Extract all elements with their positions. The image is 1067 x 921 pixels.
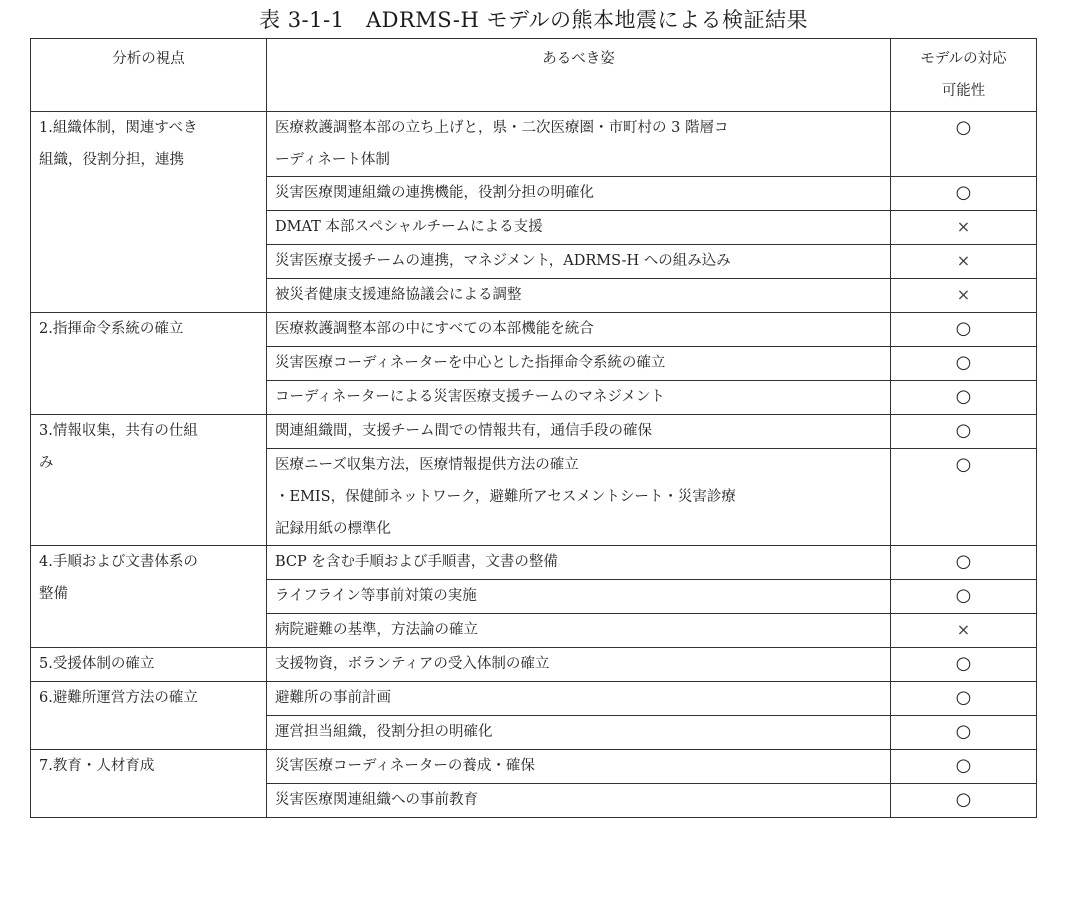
ideal-state-text-line: 関連組織間，支援チーム間での情報共有，通信手段の確保 [275, 423, 652, 439]
feasibility-cell [891, 716, 1037, 750]
category-label-line: 6.避難所運営方法の確立 [39, 690, 198, 706]
table-caption: 表 3-1-1 ADRMS-H モデルの熊本地震による検証結果 [259, 8, 808, 32]
category-label-line: 5.受援体制の確立 [39, 656, 155, 672]
cross-mark: × [956, 285, 971, 304]
feasibility-cell [891, 245, 1037, 279]
ideal-state-cell [267, 211, 891, 245]
ideal-state-text-line: ライフライン等事前対策の実施 [275, 588, 477, 604]
feasibility-cell [891, 546, 1037, 580]
table-row [31, 415, 1037, 449]
feasibility-cell [891, 449, 1037, 546]
category-cell [31, 313, 267, 415]
ideal-state-text-line: 被災者健康支援連絡協議会による調整 [275, 287, 522, 303]
circle-mark: ○ [955, 551, 972, 572]
category-cell [31, 112, 267, 313]
table-row [31, 682, 1037, 716]
ideal-state-text-line: BCP を含む手順および手順書，文書の整備 [275, 554, 558, 570]
table-row [31, 112, 1037, 177]
ideal-state-cell [267, 580, 891, 614]
ideal-state-cell [267, 648, 891, 682]
feasibility-cell [891, 784, 1037, 818]
ideal-state-cell [267, 546, 891, 580]
ideal-state-text-line: 災害医療関連組織の連携機能，役割分担の明確化 [275, 185, 594, 201]
category-label-line: 7.教育・人材育成 [39, 758, 155, 774]
circle-mark: ○ [955, 318, 972, 339]
ideal-state-text-line: 災害医療関連組織への事前教育 [275, 792, 478, 808]
category-label-line: 3.情報収集，共有の仕組 [39, 423, 198, 439]
ideal-state-cell [267, 415, 891, 449]
category-cell [31, 546, 267, 648]
circle-mark: ○ [955, 454, 972, 475]
table-row [31, 313, 1037, 347]
cross-mark: × [956, 251, 971, 270]
table-header [31, 39, 1037, 112]
circle-mark: ○ [955, 755, 972, 776]
circle-mark: ○ [955, 721, 972, 742]
circle-mark: ○ [955, 352, 972, 373]
circle-mark: ○ [955, 687, 972, 708]
header-row [31, 39, 1037, 112]
header-model-feasibility-line2: 可能性 [941, 83, 986, 99]
circle-mark: ○ [955, 420, 972, 441]
feasibility-cell [891, 580, 1037, 614]
table-body [31, 112, 1037, 818]
ideal-state-text-line: 医療ニーズ収集方法，医療情報提供方法の確立 [275, 457, 579, 473]
category-cell [31, 415, 267, 546]
verification-results-table [30, 38, 1037, 818]
category-label-line: 組織，役割分担，連携 [39, 152, 184, 168]
header-analysis-viewpoint [31, 39, 267, 112]
feasibility-cell [891, 211, 1037, 245]
ideal-state-text-line: 医療救護調整本部の中にすべての本部機能を統合 [275, 321, 594, 337]
cross-mark: × [956, 217, 971, 236]
feasibility-cell [891, 614, 1037, 648]
table-row [31, 546, 1037, 580]
header-ideal-state-label: あるべき姿 [542, 51, 615, 67]
feasibility-cell [891, 415, 1037, 449]
feasibility-cell [891, 648, 1037, 682]
category-cell [31, 682, 267, 750]
feasibility-cell [891, 279, 1037, 313]
circle-mark: ○ [955, 585, 972, 606]
circle-mark: ○ [955, 386, 972, 407]
ideal-state-cell [267, 347, 891, 381]
feasibility-cell [891, 750, 1037, 784]
circle-mark: ○ [955, 653, 972, 674]
ideal-state-text-line: ーディネート体制 [275, 152, 390, 168]
circle-mark: ○ [955, 117, 972, 138]
table-row [31, 648, 1037, 682]
feasibility-cell [891, 313, 1037, 347]
ideal-state-text-line: DMAT 本部スペシャルチームによる支援 [275, 219, 543, 235]
ideal-state-cell [267, 716, 891, 750]
ideal-state-text-line: 避難所の事前計画 [275, 690, 391, 706]
ideal-state-text-line: 災害医療コーディネーターの養成・確保 [275, 758, 535, 774]
ideal-state-text-line: 記録用紙の標準化 [275, 521, 391, 537]
ideal-state-cell [267, 279, 891, 313]
category-label-line: み [39, 455, 54, 471]
circle-mark: ○ [955, 789, 972, 810]
category-label-line: 4.手順および文書体系の [39, 554, 198, 570]
ideal-state-text-line: 災害医療コーディネーターを中心とした指揮命令系統の確立 [275, 355, 666, 371]
ideal-state-cell [267, 112, 891, 177]
category-label-line: 2.指揮命令系統の確立 [39, 321, 184, 337]
category-label-line: 整備 [39, 586, 68, 602]
ideal-state-cell [267, 784, 891, 818]
header-model-feasibility [891, 39, 1037, 112]
ideal-state-text-line: ・EMIS，保健師ネットワーク，避難所アセスメントシート・災害診療 [275, 489, 736, 505]
circle-mark: ○ [955, 182, 972, 203]
ideal-state-cell [267, 750, 891, 784]
ideal-state-cell [267, 177, 891, 211]
header-ideal-state [267, 39, 891, 112]
header-analysis-viewpoint-label: 分析の視点 [112, 51, 185, 67]
ideal-state-cell [267, 313, 891, 347]
table-row [31, 750, 1037, 784]
ideal-state-text-line: コーディネーターによる災害医療支援チームのマネジメント [275, 389, 665, 405]
ideal-state-text-line: 災害医療支援チームの連携，マネジメント，ADRMS-H への組み込み [275, 253, 731, 269]
feasibility-cell [891, 682, 1037, 716]
ideal-state-text-line: 医療救護調整本部の立ち上げと，県・二次医療圏・市町村の 3 階層コ [275, 120, 729, 136]
ideal-state-cell [267, 682, 891, 716]
ideal-state-cell [267, 614, 891, 648]
ideal-state-text-line: 支援物資，ボランティアの受入体制の確立 [275, 656, 550, 672]
ideal-state-text-line: 病院避難の基準，方法論の確立 [275, 622, 478, 638]
feasibility-cell [891, 347, 1037, 381]
feasibility-cell [891, 112, 1037, 177]
header-model-feasibility-line1: モデルの対応 [920, 51, 1007, 67]
cross-mark: × [956, 620, 971, 639]
feasibility-cell [891, 381, 1037, 415]
ideal-state-cell [267, 245, 891, 279]
category-cell [31, 648, 267, 682]
ideal-state-text-line: 運営担当組織，役割分担の明確化 [275, 724, 493, 740]
category-label-line: 1.組織体制，関連すべき [39, 120, 198, 136]
ideal-state-cell [267, 449, 891, 546]
feasibility-cell [891, 177, 1037, 211]
category-cell [31, 750, 267, 818]
ideal-state-cell [267, 381, 891, 415]
